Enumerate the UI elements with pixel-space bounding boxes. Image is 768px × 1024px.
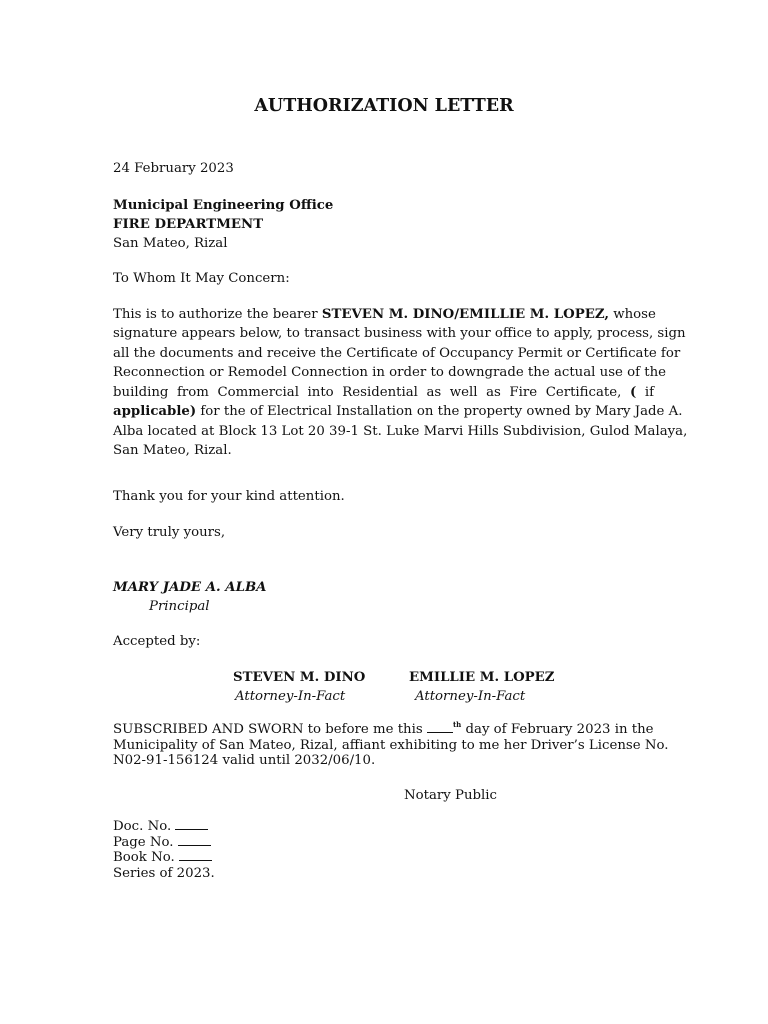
series-line: Series of 2023. (113, 865, 215, 881)
attorney-block-2 (409, 668, 555, 706)
book-no-line: Book No. (113, 850, 215, 866)
accepted-label: Accepted by: (113, 634, 201, 649)
body-line: signature appears below, to transact business with your office to apply, process, sign (113, 326, 686, 342)
body-line: This is to authorize the bearer STEVEN M. DINO/EMILLIE M. LOPEZ, whose (113, 307, 656, 322)
attorney-role: Attorney-In-Fact (235, 689, 346, 704)
attorney-name: EMILLIE M. LOPEZ (409, 670, 555, 685)
body-line: all the documents and receive the Certificate of Occupancy Permit or Certificate for (113, 345, 681, 361)
body-line: Reconnection or Remodel Connection in order to downgrade the actual use of the (113, 365, 667, 381)
recipient-department: FIRE DEPARTMENT (113, 217, 264, 232)
jurat-block: SUBSCRIBED AND SWORN to before me this $^{th}$ day of February 2023 in the Municipality of San Mateo, Rizal, affiant exhibiting to me her Driver’s License No. N02-91-156124 valid until 2032/06/10. (113, 720, 669, 768)
attorney-name: STEVEN M. DINO (233, 670, 366, 685)
attorney-role: Attorney-In-Fact (415, 689, 526, 704)
notary-public: Notary Public (404, 788, 497, 803)
signatory-role: Principal (149, 599, 210, 614)
page-no-line: Page No. (113, 835, 215, 851)
body-line: building from Commercial into Residential as well as Fire Certificate, ( if (113, 384, 655, 400)
bearer-names: STEVEN M. DINO/EMILLIE M. LOPEZ, (321, 307, 609, 322)
attorney-block-1 (233, 668, 365, 706)
body-line: Alba located at Block 13 Lot 20 39-1 St. Luke Marvi Hills Subdivision, Gulod Malaya, (113, 423, 688, 439)
doc-no-line: Doc. No. (113, 819, 215, 835)
closing-line: Very truly yours, (113, 525, 226, 540)
salutation: To Whom It May Concern: (113, 271, 290, 286)
body-paragraph (113, 305, 688, 461)
recipient-location: San Mateo, Rizal (113, 236, 228, 251)
recipient-block (113, 196, 333, 253)
thanks-line: Thank you for your kind attention. (113, 489, 345, 504)
signatory-name: MARY JADE A. ALBA (113, 580, 267, 595)
body-line: applicable) for the of Electrical Installation on the property owned by Mary Jade A. (113, 404, 683, 420)
recipient-office: Municipal Engineering Office (113, 198, 334, 213)
day-blank (427, 732, 453, 733)
letter-title: AUTHORIZATION LETTER (254, 96, 514, 116)
body-line: San Mateo, Rizal. (113, 443, 232, 459)
records-block (113, 819, 215, 881)
letter-date: 24 February 2023 (113, 161, 234, 176)
signatory-block (113, 578, 267, 616)
